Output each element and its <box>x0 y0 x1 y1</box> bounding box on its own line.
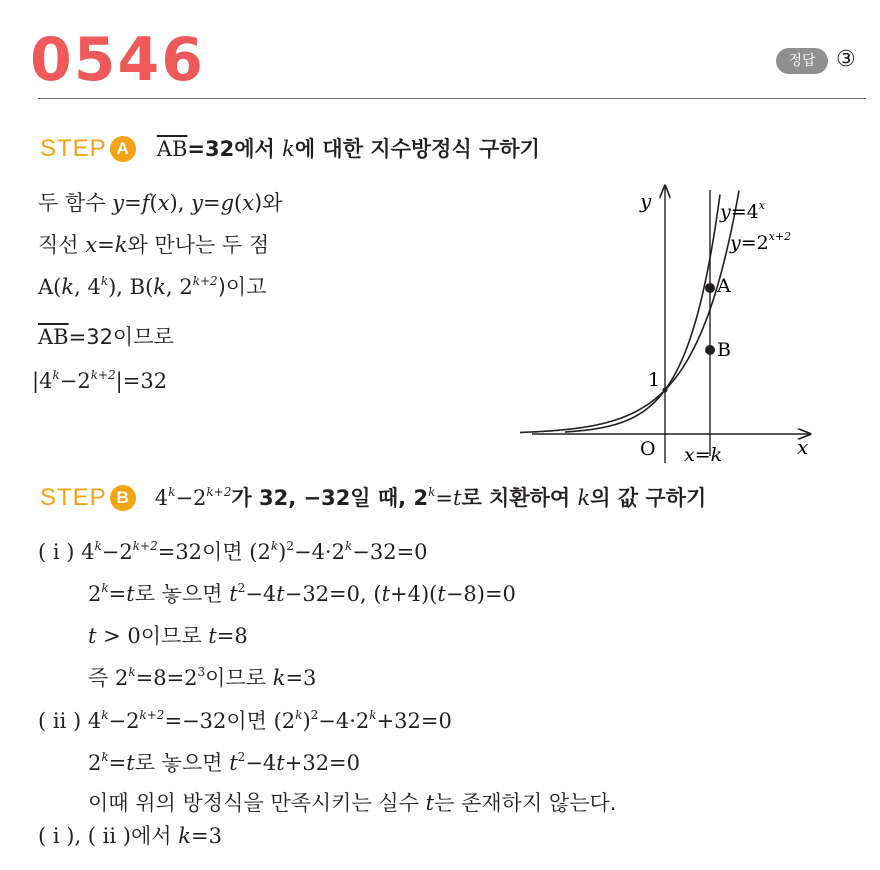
step-a-line-2: 직선 x=k와 만나는 두 점 <box>38 233 270 257</box>
point-a <box>705 283 715 293</box>
step-b-letter: B <box>110 485 136 511</box>
point-b-label: B <box>717 339 731 361</box>
step-b-line-5: ( ii ) $4^k-2^{k+2}=-32$이면 $(2^k)^2-4\cdot 2^k+32=0$ <box>38 708 452 733</box>
curve2-label: $y=2^{x+2}$ <box>730 230 792 254</box>
answer-value: ③ <box>836 47 856 72</box>
step-b-label: STEP <box>40 484 107 511</box>
step-b-line-3: t > 0이므로 t=8 <box>88 624 248 648</box>
step-b-title: $4^k-2^{k+2}$가 32, −32일 때, $2^k=t$로 치환하여 k의 값 구하기 <box>154 485 707 510</box>
step-a-title: $\overline{AB}=32$에서 k에 대한 지수방정식 구하기 <box>156 137 540 161</box>
step-a-line-1: 두 함수 y=f(x), y=g(x)와 <box>38 191 283 215</box>
origin-label: O <box>640 438 656 460</box>
step-b-header <box>40 482 706 512</box>
intercept-label: 1 <box>648 369 661 391</box>
curve-2-pow-x-plus-2 <box>520 191 739 433</box>
step-b-line-6: $2^k=t$로 놓으면 $t^2-4t+32=0$ <box>88 750 361 775</box>
step-b-line-8: ( i ), ( ii )에서 k=3 <box>38 824 222 848</box>
exponential-graph <box>520 178 820 473</box>
y-axis-label: y <box>640 189 652 213</box>
x-axis-label: x <box>797 435 809 459</box>
step-b-line-1: ( i ) $4^k-2^{k+2}=32$이면 $(2^k)^2-4\cdot 2^k-32=0$ <box>38 539 428 564</box>
header-divider <box>38 98 866 99</box>
step-b-line-7: 이때 위의 방정식을 만족시키는 실수 t는 존재하지 않는다. <box>88 791 617 815</box>
step-a-label: STEP <box>40 135 107 162</box>
problem-number: 0546 <box>30 25 205 95</box>
step-b-line-2: $2^k=t$로 놓으면 $t^2-4t-32=0$, (t+4)(t−8)=0 <box>88 581 516 606</box>
curve-4-pow-x <box>565 195 720 433</box>
intercept-point <box>663 388 668 393</box>
step-a-line-4: $\overline{AB}=32$이므로 <box>38 325 174 349</box>
point-a-label: A <box>717 275 731 297</box>
step-a-header <box>40 133 540 163</box>
vline-label: x=k <box>684 444 723 466</box>
step-a-line-5: $|4^k-2^{k+2}|=32$ <box>32 368 168 393</box>
curve1-label: $y=4^x$ <box>720 199 765 223</box>
point-b <box>705 345 715 355</box>
step-b-line-4: 즉 $2^k=8=2^3$이므로 k=3 <box>88 665 317 690</box>
step-a-letter: A <box>110 136 136 162</box>
answer-badge: 정답 <box>776 48 828 74</box>
step-a-line-3: A(k, 4$^k$), B(k, $2^{k+2}$)이고 <box>38 274 267 299</box>
